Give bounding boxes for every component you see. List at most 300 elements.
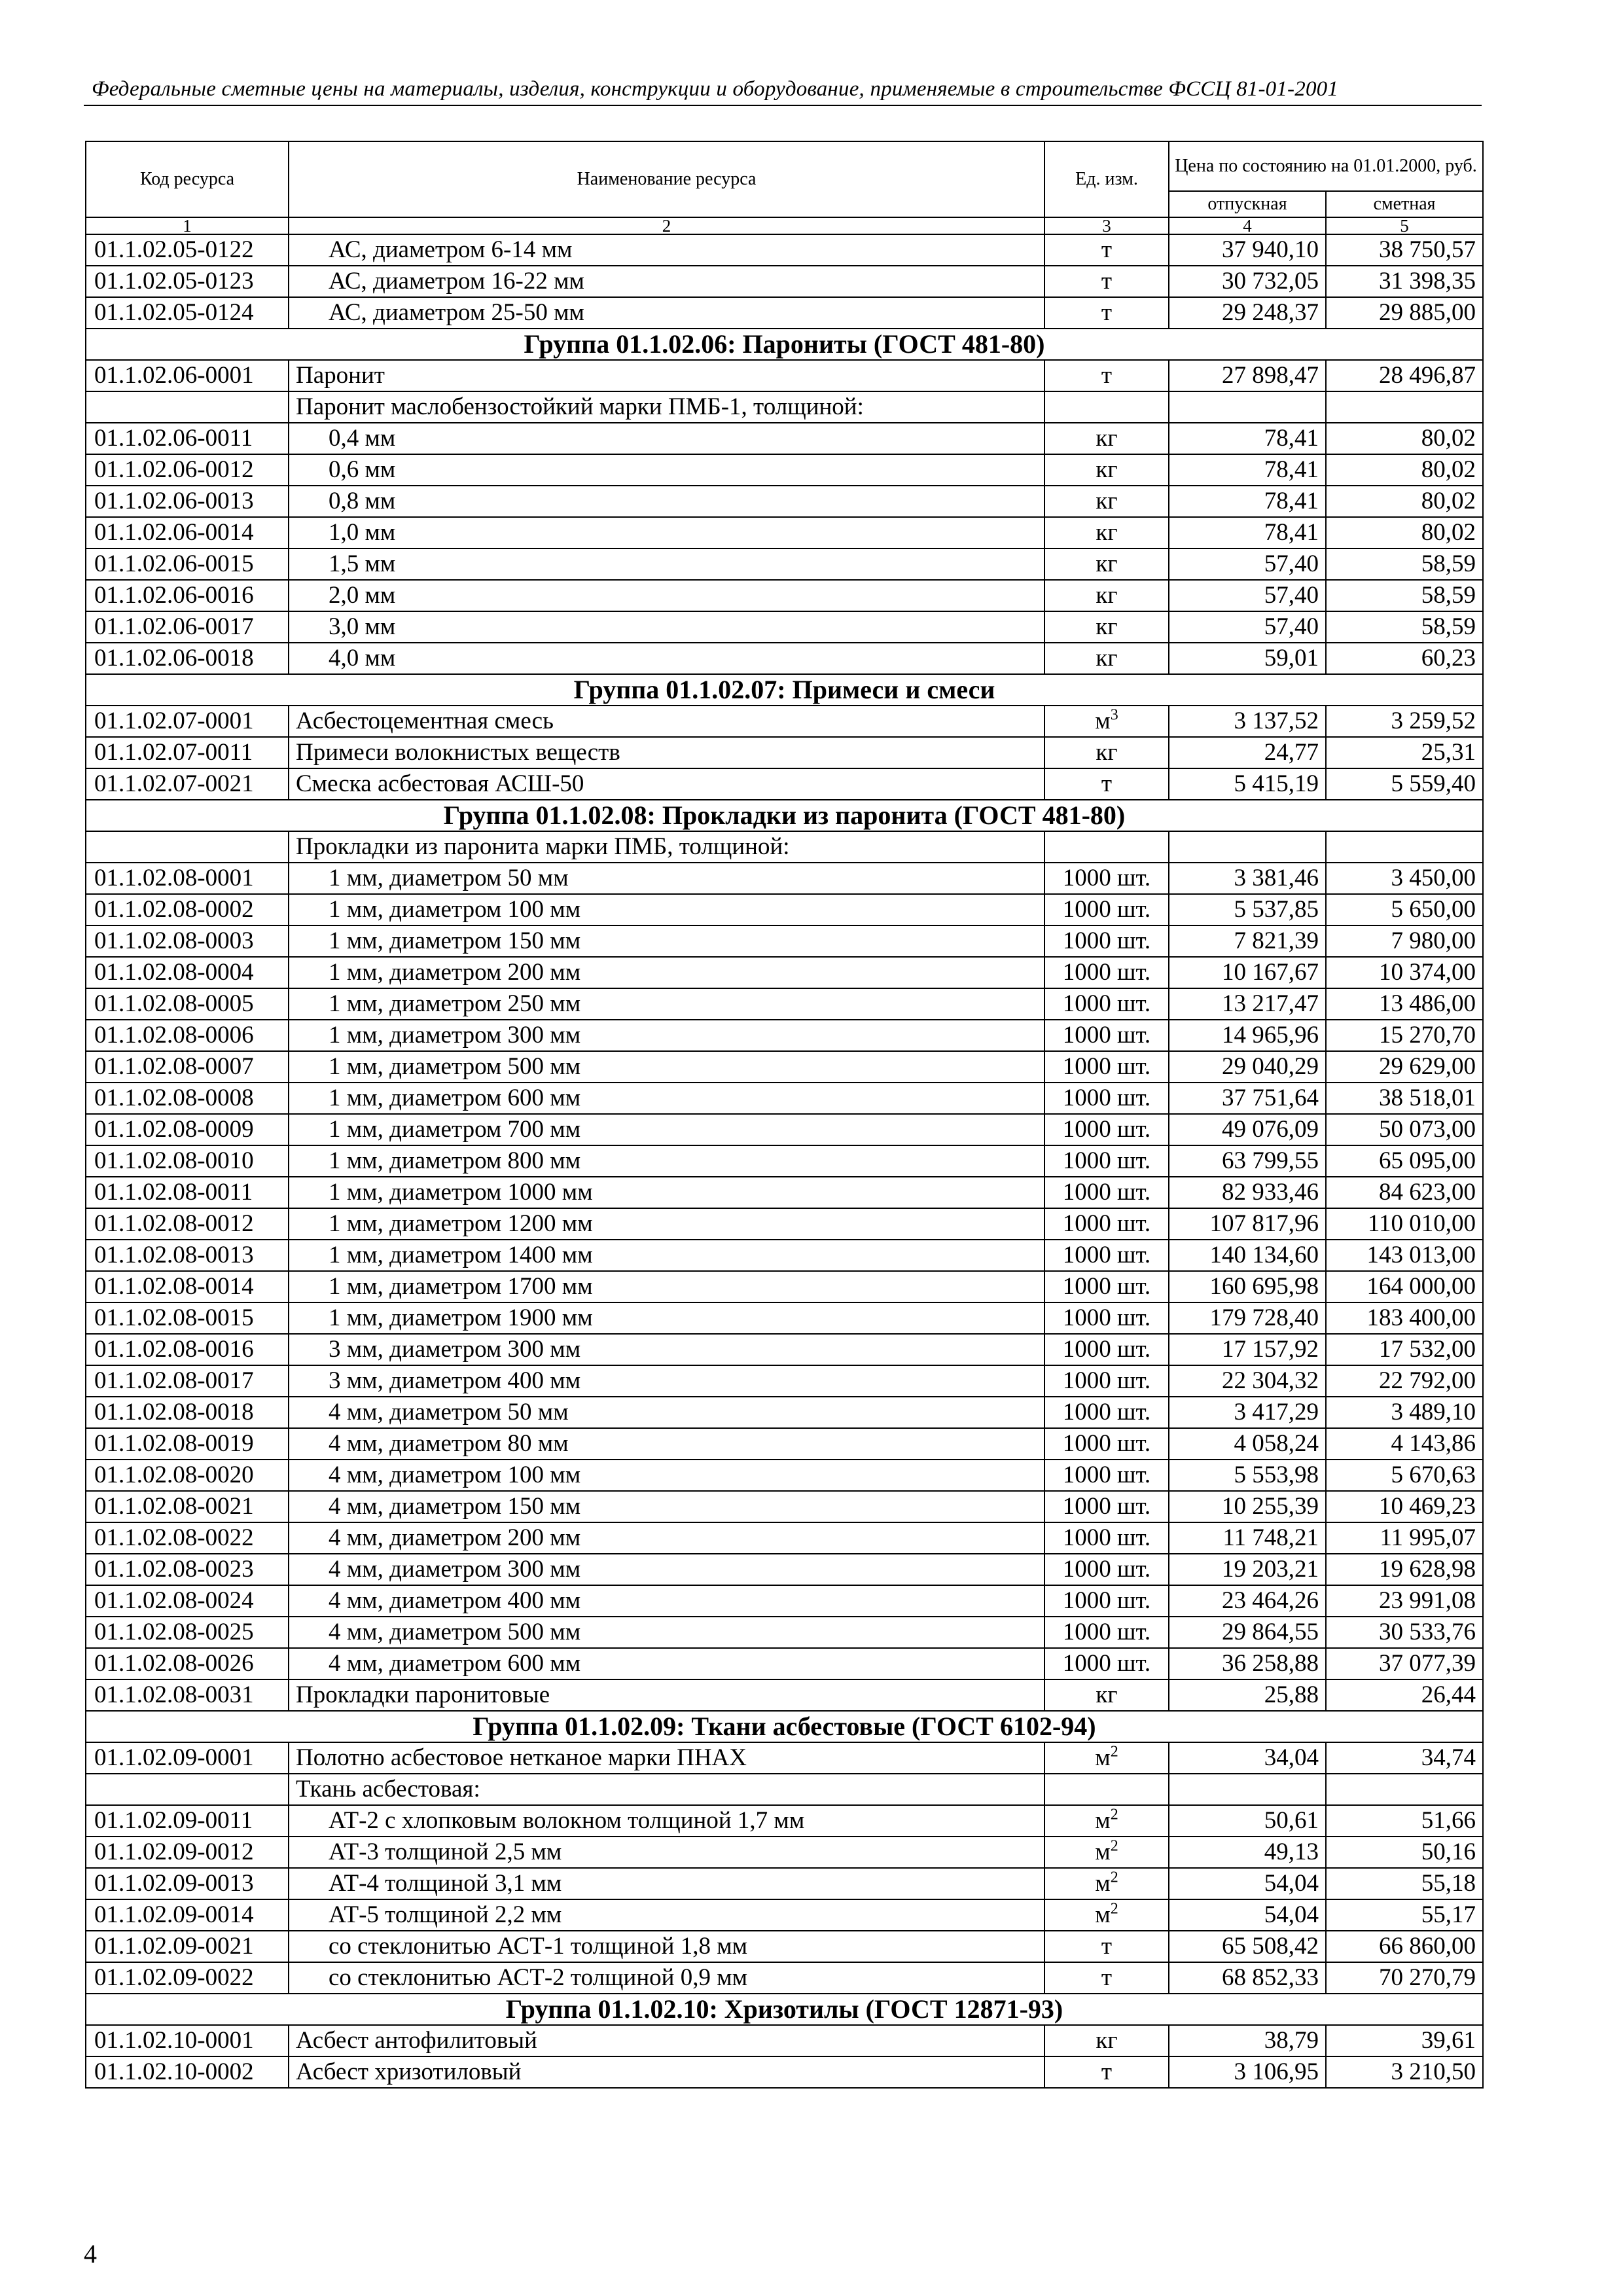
release-price: 5 537,85 <box>1169 894 1326 925</box>
table-row <box>86 1899 1483 1931</box>
resource-name: 1 мм, диаметром 50 мм <box>289 863 1044 894</box>
unit-text: м <box>1095 1901 1111 1928</box>
resource-name: АС, диаметром 16-22 мм <box>289 266 1044 297</box>
resource-name: 1 мм, диаметром 1400 мм <box>289 1240 1044 1271</box>
release-price: 30 732,05 <box>1169 266 1326 297</box>
estimate-price: 28 496,87 <box>1326 360 1483 391</box>
resource-name: 0,4 мм <box>289 423 1044 454</box>
resource-code <box>86 391 289 423</box>
unit-cell <box>1044 894 1169 925</box>
estimate-price <box>1326 1774 1483 1805</box>
resource-code: 01.1.02.08-0004 <box>86 957 289 988</box>
estimate-price: 34,74 <box>1326 1742 1483 1774</box>
unit-text: 1000 шт. <box>1062 1399 1151 1426</box>
unit-text: т <box>1101 1964 1113 1991</box>
resource-code: 01.1.02.08-0012 <box>86 1208 289 1240</box>
group-title: Группа 01.1.02.07: Примеси и смеси <box>86 674 1483 706</box>
release-price: 4 058,24 <box>1169 1428 1326 1460</box>
unit-cell <box>1044 1271 1169 1302</box>
resource-code: 01.1.02.06-0011 <box>86 423 289 454</box>
unit-cell <box>1044 1460 1169 1491</box>
group-header-row <box>86 800 1483 831</box>
release-price: 23 464,26 <box>1169 1585 1326 1617</box>
release-price: 78,41 <box>1169 517 1326 548</box>
resource-code: 01.1.02.08-0031 <box>86 1679 289 1711</box>
release-price <box>1169 391 1326 423</box>
resource-code: 01.1.02.06-0015 <box>86 548 289 580</box>
estimate-price: 29 885,00 <box>1326 297 1483 329</box>
resource-name: 1 мм, диаметром 200 мм <box>289 957 1044 988</box>
table-row <box>86 643 1483 674</box>
table-row <box>86 486 1483 517</box>
table-row <box>86 894 1483 925</box>
resource-name: 4 мм, диаметром 200 мм <box>289 1522 1044 1554</box>
release-price: 140 134,60 <box>1169 1240 1326 1271</box>
unit-text: кг <box>1096 2027 1118 2054</box>
estimate-price: 22 792,00 <box>1326 1365 1483 1397</box>
table-row <box>86 1334 1483 1365</box>
resource-code: 01.1.02.08-0016 <box>86 1334 289 1365</box>
group-title: Группа 01.1.02.09: Ткани асбестовые (ГОСТ 6102-94) <box>86 1711 1483 1742</box>
unit-cell <box>1044 1240 1169 1271</box>
unit-text: м <box>1095 708 1111 734</box>
unit-text: кг <box>1096 645 1118 672</box>
unit-text: 1000 шт. <box>1062 1210 1151 1237</box>
table-row <box>86 548 1483 580</box>
unit-text: кг <box>1096 1681 1118 1708</box>
resource-name: 4 мм, диаметром 100 мм <box>289 1460 1044 1491</box>
estimate-price: 3 259,52 <box>1326 706 1483 737</box>
estimate-price: 80,02 <box>1326 423 1483 454</box>
unit-cell <box>1044 517 1169 548</box>
release-price: 78,41 <box>1169 454 1326 486</box>
table-row <box>86 234 1483 266</box>
unit-cell <box>1044 863 1169 894</box>
estimate-price: 31 398,35 <box>1326 266 1483 297</box>
unit-text: т <box>1101 268 1113 295</box>
resource-code: 01.1.02.07-0021 <box>86 768 289 800</box>
estimate-price: 5 559,40 <box>1326 768 1483 800</box>
table-row <box>86 423 1483 454</box>
estimate-price: 60,23 <box>1326 643 1483 674</box>
unit-superscript: 2 <box>1110 1869 1118 1886</box>
estimate-price: 25,31 <box>1326 737 1483 768</box>
unit-cell <box>1044 2025 1169 2056</box>
resource-code: 01.1.02.08-0011 <box>86 1177 289 1208</box>
col-header-unit: Ед. изм. <box>1044 141 1169 217</box>
resource-code: 01.1.02.10-0001 <box>86 2025 289 2056</box>
table-row <box>86 1271 1483 1302</box>
table-row <box>86 1208 1483 1240</box>
unit-text: кг <box>1096 488 1118 514</box>
resource-code: 01.1.02.08-0009 <box>86 1114 289 1145</box>
unit-text: м <box>1095 1839 1111 1865</box>
estimate-price: 23 991,08 <box>1326 1585 1483 1617</box>
estimate-price: 38 518,01 <box>1326 1083 1483 1114</box>
resource-name: 0,6 мм <box>289 454 1044 486</box>
table-row <box>86 863 1483 894</box>
resource-code: 01.1.02.08-0023 <box>86 1554 289 1585</box>
unit-text: 1000 шт. <box>1062 1367 1151 1394</box>
release-price: 63 799,55 <box>1169 1145 1326 1177</box>
resource-code: 01.1.02.09-0021 <box>86 1931 289 1962</box>
resource-name: 4 мм, диаметром 400 мм <box>289 1585 1044 1617</box>
resource-name: 1,5 мм <box>289 548 1044 580</box>
table-row <box>86 1648 1483 1679</box>
unit-superscript: 2 <box>1110 1900 1118 1918</box>
resource-name: 4 мм, диаметром 300 мм <box>289 1554 1044 1585</box>
release-price: 160 695,98 <box>1169 1271 1326 1302</box>
col-index: 5 <box>1326 217 1483 234</box>
resource-name: 1 мм, диаметром 1000 мм <box>289 1177 1044 1208</box>
unit-cell <box>1044 1397 1169 1428</box>
estimate-price: 58,59 <box>1326 611 1483 643</box>
estimate-price: 11 995,07 <box>1326 1522 1483 1554</box>
resource-code: 01.1.02.08-0015 <box>86 1302 289 1334</box>
resource-code: 01.1.02.08-0026 <box>86 1648 289 1679</box>
running-header: Федеральные сметные цены на материалы, изделия, конструкции и оборудование, применяемые в строительстве ФССЦ 81-01-2001 <box>92 77 1339 101</box>
unit-cell <box>1044 1585 1169 1617</box>
release-price: 27 898,47 <box>1169 360 1326 391</box>
estimate-price: 58,59 <box>1326 580 1483 611</box>
table-row <box>86 1020 1483 1051</box>
table-row <box>86 1868 1483 1899</box>
unit-text: кг <box>1096 519 1118 546</box>
col-index: 2 <box>289 217 1044 234</box>
release-price: 65 508,42 <box>1169 1931 1326 1962</box>
col-header-price: Цена по состоянию на 01.01.2000, руб. <box>1169 141 1483 191</box>
unit-text: 1000 шт. <box>1062 1242 1151 1268</box>
resource-name: Асбест хризотиловый <box>289 2056 1044 2088</box>
col-index: 4 <box>1169 217 1326 234</box>
resource-name: Полотно асбестовое нетканое марки ПНАХ <box>289 1742 1044 1774</box>
table-row <box>86 360 1483 391</box>
release-price: 22 304,32 <box>1169 1365 1326 1397</box>
resource-name: Паронит <box>289 360 1044 391</box>
estimate-price: 39,61 <box>1326 2025 1483 2056</box>
release-price: 5 553,98 <box>1169 1460 1326 1491</box>
estimate-price <box>1326 831 1483 863</box>
subheading-text: Прокладки из паронита марки ПМБ, толщиной: <box>289 831 1044 863</box>
estimate-price: 37 077,39 <box>1326 1648 1483 1679</box>
resource-name: АС, диаметром 25-50 мм <box>289 297 1044 329</box>
unit-text: 1000 шт. <box>1062 1022 1151 1049</box>
table-row <box>86 454 1483 486</box>
estimate-price: 38 750,57 <box>1326 234 1483 266</box>
group-title: Группа 01.1.02.06: Парониты (ГОСТ 481-80) <box>86 329 1483 360</box>
unit-cell <box>1044 423 1169 454</box>
unit-text: т <box>1101 1933 1113 1960</box>
unit-cell <box>1044 454 1169 486</box>
estimate-price: 50,16 <box>1326 1837 1483 1868</box>
resource-code: 01.1.02.06-0012 <box>86 454 289 486</box>
release-price: 54,04 <box>1169 1899 1326 1931</box>
table-row <box>86 1585 1483 1617</box>
resource-name: 1 мм, диаметром 250 мм <box>289 988 1044 1020</box>
release-price: 82 933,46 <box>1169 1177 1326 1208</box>
release-price: 29 864,55 <box>1169 1617 1326 1648</box>
resource-code: 01.1.02.08-0008 <box>86 1083 289 1114</box>
resource-name: 1 мм, диаметром 300 мм <box>289 1020 1044 1051</box>
resource-code: 01.1.02.08-0024 <box>86 1585 289 1617</box>
resource-name: 1 мм, диаметром 1200 мм <box>289 1208 1044 1240</box>
resource-code: 01.1.02.08-0002 <box>86 894 289 925</box>
table-row <box>86 957 1483 988</box>
release-price: 10 167,67 <box>1169 957 1326 988</box>
estimate-price: 164 000,00 <box>1326 1271 1483 1302</box>
resource-code: 01.1.02.06-0018 <box>86 643 289 674</box>
unit-cell <box>1044 1522 1169 1554</box>
table-row <box>86 1051 1483 1083</box>
table-row <box>86 517 1483 548</box>
resource-code: 01.1.02.07-0011 <box>86 737 289 768</box>
table-row <box>86 266 1483 297</box>
unit-cell <box>1044 1302 1169 1334</box>
resource-code <box>86 1774 289 1805</box>
resource-name: 3,0 мм <box>289 611 1044 643</box>
resource-name: 1,0 мм <box>289 517 1044 548</box>
table-row <box>86 297 1483 329</box>
resource-name: 4 мм, диаметром 50 мм <box>289 1397 1044 1428</box>
release-price: 78,41 <box>1169 486 1326 517</box>
resource-code: 01.1.02.08-0021 <box>86 1491 289 1522</box>
resource-name: 4 мм, диаметром 600 мм <box>289 1648 1044 1679</box>
table-row <box>86 706 1483 737</box>
resource-name: АС, диаметром 6-14 мм <box>289 234 1044 266</box>
unit-text: 1000 шт. <box>1062 1619 1151 1645</box>
unit-superscript: 2 <box>1110 1806 1118 1823</box>
resource-name: 3 мм, диаметром 300 мм <box>289 1334 1044 1365</box>
release-price: 7 821,39 <box>1169 925 1326 957</box>
release-price: 57,40 <box>1169 548 1326 580</box>
subheading-row <box>86 831 1483 863</box>
unit-text: 1000 шт. <box>1062 1085 1151 1111</box>
table-row <box>86 925 1483 957</box>
release-price: 57,40 <box>1169 580 1326 611</box>
estimate-price: 84 623,00 <box>1326 1177 1483 1208</box>
release-price: 25,88 <box>1169 1679 1326 1711</box>
unit-text: м <box>1095 1870 1111 1897</box>
release-price: 50,61 <box>1169 1805 1326 1837</box>
release-price: 3 106,95 <box>1169 2056 1326 2088</box>
resource-name: 1 мм, диаметром 600 мм <box>289 1083 1044 1114</box>
release-price: 5 415,19 <box>1169 768 1326 800</box>
unit-cell <box>1044 1491 1169 1522</box>
resource-code: 01.1.02.08-0019 <box>86 1428 289 1460</box>
unit-text: кг <box>1096 582 1118 609</box>
unit-text: 1000 шт. <box>1062 927 1151 954</box>
resource-name: Смеска асбестовая АСШ-50 <box>289 768 1044 800</box>
unit-cell <box>1044 1114 1169 1145</box>
header-rule <box>84 105 1482 106</box>
resource-code: 01.1.02.08-0013 <box>86 1240 289 1271</box>
resource-code: 01.1.02.08-0005 <box>86 988 289 1020</box>
subheading-text: Ткань асбестовая: <box>289 1774 1044 1805</box>
unit-text: 1000 шт. <box>1062 1273 1151 1300</box>
unit-cell <box>1044 486 1169 517</box>
resource-code: 01.1.02.06-0014 <box>86 517 289 548</box>
unit-cell <box>1044 266 1169 297</box>
table-row <box>86 1083 1483 1114</box>
unit-text: кг <box>1096 550 1118 577</box>
unit-text: т <box>1101 299 1113 326</box>
table-row <box>86 1962 1483 1994</box>
table-row <box>86 1460 1483 1491</box>
unit-cell <box>1044 580 1169 611</box>
estimate-price: 55,18 <box>1326 1868 1483 1899</box>
release-price: 38,79 <box>1169 2025 1326 2056</box>
col-header-release: отпускная <box>1169 191 1326 217</box>
estimate-price: 3 210,50 <box>1326 2056 1483 2088</box>
unit-cell <box>1044 1145 1169 1177</box>
unit-text: м <box>1095 1807 1111 1834</box>
table-row <box>86 1679 1483 1711</box>
price-table-wrapper <box>85 141 1482 2089</box>
unit-text: 1000 шт. <box>1062 1587 1151 1614</box>
release-price: 3 417,29 <box>1169 1397 1326 1428</box>
estimate-price: 30 533,76 <box>1326 1617 1483 1648</box>
resource-code: 01.1.02.09-0014 <box>86 1899 289 1931</box>
release-price: 179 728,40 <box>1169 1302 1326 1334</box>
resource-code: 01.1.02.09-0001 <box>86 1742 289 1774</box>
unit-cell <box>1044 737 1169 768</box>
resource-name: 4 мм, диаметром 80 мм <box>289 1428 1044 1460</box>
unit-cell <box>1044 391 1169 423</box>
unit-text: 1000 шт. <box>1062 959 1151 986</box>
estimate-price: 5 670,63 <box>1326 1460 1483 1491</box>
resource-code: 01.1.02.08-0018 <box>86 1397 289 1428</box>
resource-code: 01.1.02.08-0014 <box>86 1271 289 1302</box>
unit-cell <box>1044 611 1169 643</box>
table-row <box>86 1931 1483 1962</box>
release-price <box>1169 1774 1326 1805</box>
release-price <box>1169 831 1326 863</box>
table-row <box>86 1522 1483 1554</box>
unit-cell <box>1044 1428 1169 1460</box>
resource-code: 01.1.02.08-0025 <box>86 1617 289 1648</box>
group-header-row <box>86 329 1483 360</box>
group-title: Группа 01.1.02.10: Хризотилы (ГОСТ 12871-93) <box>86 1994 1483 2025</box>
table-row <box>86 611 1483 643</box>
unit-text: 1000 шт. <box>1062 1556 1151 1583</box>
col-index: 1 <box>86 217 289 234</box>
price-table <box>85 141 1484 2089</box>
estimate-price: 10 374,00 <box>1326 957 1483 988</box>
unit-cell <box>1044 297 1169 329</box>
group-header-row <box>86 1994 1483 2025</box>
resource-code: 01.1.02.06-0016 <box>86 580 289 611</box>
unit-text: т <box>1101 236 1113 263</box>
table-row <box>86 1491 1483 1522</box>
resource-code: 01.1.02.09-0022 <box>86 1962 289 1994</box>
release-price: 19 203,21 <box>1169 1554 1326 1585</box>
unit-cell <box>1044 1208 1169 1240</box>
release-price: 49,13 <box>1169 1837 1326 1868</box>
release-price: 17 157,92 <box>1169 1334 1326 1365</box>
resource-name: 1 мм, диаметром 150 мм <box>289 925 1044 957</box>
estimate-price: 183 400,00 <box>1326 1302 1483 1334</box>
resource-name: Асбест антофилитовый <box>289 2025 1044 2056</box>
table-row <box>86 737 1483 768</box>
unit-text: 1000 шт. <box>1062 865 1151 891</box>
release-price: 68 852,33 <box>1169 1962 1326 1994</box>
table-row <box>86 2056 1483 2088</box>
release-price: 29 040,29 <box>1169 1051 1326 1083</box>
resource-name: 1 мм, диаметром 500 мм <box>289 1051 1044 1083</box>
resource-code: 01.1.02.08-0006 <box>86 1020 289 1051</box>
col-index: 3 <box>1044 217 1169 234</box>
release-price: 36 258,88 <box>1169 1648 1326 1679</box>
unit-text: 1000 шт. <box>1062 1493 1151 1520</box>
subheading-text: Паронит маслобензостойкий марки ПМБ-1, толщиной: <box>289 391 1044 423</box>
estimate-price: 50 073,00 <box>1326 1114 1483 1145</box>
resource-name: 4,0 мм <box>289 643 1044 674</box>
estimate-price: 80,02 <box>1326 517 1483 548</box>
resource-name: АТ-2 с хлопковым волокном толщиной 1,7 мм <box>289 1805 1044 1837</box>
unit-cell <box>1044 831 1169 863</box>
resource-code: 01.1.02.06-0001 <box>86 360 289 391</box>
unit-text: 1000 шт. <box>1062 1179 1151 1206</box>
resource-name: 3 мм, диаметром 400 мм <box>289 1365 1044 1397</box>
estimate-price: 3 489,10 <box>1326 1397 1483 1428</box>
unit-text: 1000 шт. <box>1062 1650 1151 1677</box>
resource-code: 01.1.02.08-0003 <box>86 925 289 957</box>
resource-code: 01.1.02.09-0011 <box>86 1805 289 1837</box>
table-row <box>86 1397 1483 1428</box>
estimate-price: 3 450,00 <box>1326 863 1483 894</box>
resource-name: со стеклонитью АСТ-2 толщиной 0,9 мм <box>289 1962 1044 1994</box>
resource-code: 01.1.02.08-0020 <box>86 1460 289 1491</box>
release-price: 37 751,64 <box>1169 1083 1326 1114</box>
release-price: 14 965,96 <box>1169 1020 1326 1051</box>
table-row <box>86 2025 1483 2056</box>
group-title: Группа 01.1.02.08: Прокладки из паронита (ГОСТ 481-80) <box>86 800 1483 831</box>
resource-code: 01.1.02.08-0010 <box>86 1145 289 1177</box>
table-row <box>86 1177 1483 1208</box>
table-row <box>86 1114 1483 1145</box>
release-price: 34,04 <box>1169 1742 1326 1774</box>
unit-text: кг <box>1096 456 1118 483</box>
table-row <box>86 1837 1483 1868</box>
unit-text: кг <box>1096 739 1118 766</box>
estimate-price: 55,17 <box>1326 1899 1483 1931</box>
table-row <box>86 1554 1483 1585</box>
estimate-price: 70 270,79 <box>1326 1962 1483 1994</box>
release-price: 78,41 <box>1169 423 1326 454</box>
unit-text: 1000 шт. <box>1062 1304 1151 1331</box>
subheading-row <box>86 391 1483 423</box>
estimate-price: 51,66 <box>1326 1805 1483 1837</box>
resource-name: АТ-5 толщиной 2,2 мм <box>289 1899 1044 1931</box>
unit-text: 1000 шт. <box>1062 1336 1151 1363</box>
release-price: 37 940,10 <box>1169 234 1326 266</box>
release-price: 3 137,52 <box>1169 706 1326 737</box>
release-price: 54,04 <box>1169 1868 1326 1899</box>
resource-code: 01.1.02.06-0017 <box>86 611 289 643</box>
table-row <box>86 1240 1483 1271</box>
resource-name: 1 мм, диаметром 1700 мм <box>289 1271 1044 1302</box>
estimate-price: 65 095,00 <box>1326 1145 1483 1177</box>
release-price: 57,40 <box>1169 611 1326 643</box>
unit-cell <box>1044 706 1169 737</box>
estimate-price: 7 980,00 <box>1326 925 1483 957</box>
resource-name: Прокладки паронитовые <box>289 1679 1044 1711</box>
unit-text: 1000 шт. <box>1062 1524 1151 1551</box>
resource-code: 01.1.02.08-0022 <box>86 1522 289 1554</box>
resource-name: 0,8 мм <box>289 486 1044 517</box>
table-row <box>86 1365 1483 1397</box>
unit-cell <box>1044 1899 1169 1931</box>
